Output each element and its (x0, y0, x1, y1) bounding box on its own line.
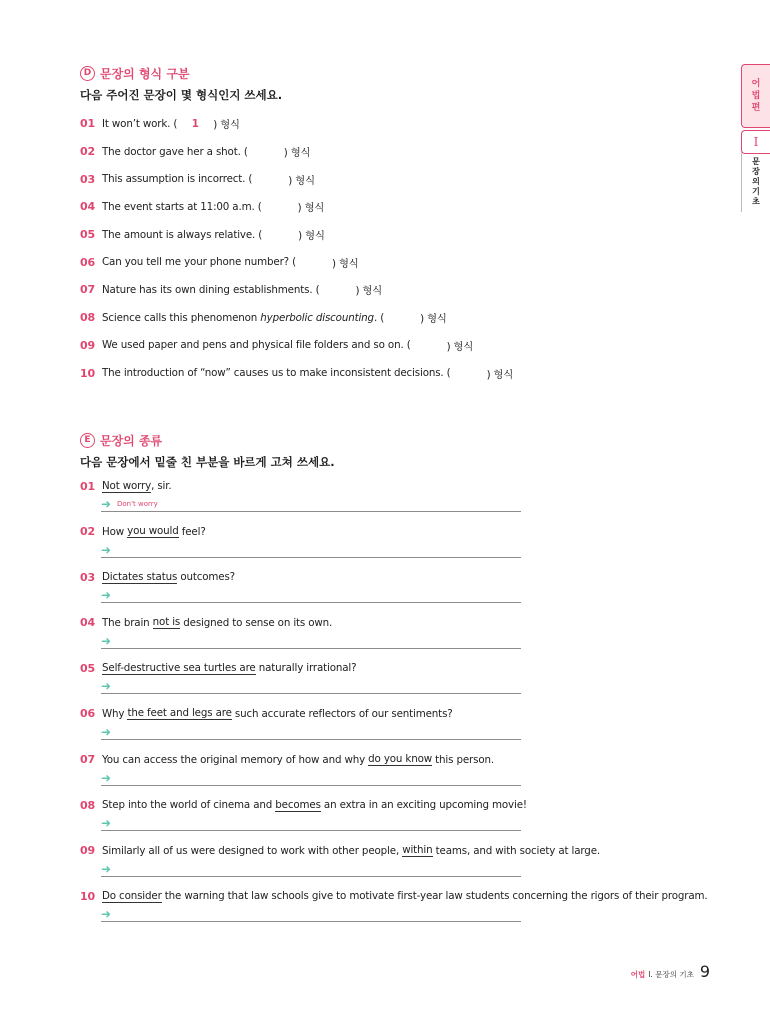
question-suffix: ) 형식 (288, 174, 315, 187)
answer-line[interactable] (101, 771, 521, 786)
question-text: You can access the original memory of how and why (102, 753, 369, 766)
section-d-badge: D (80, 66, 95, 81)
underlined-phrase: Dictates status (102, 570, 178, 583)
question-row (80, 276, 513, 304)
correction-item (80, 568, 708, 614)
question-text: The doctor gave her a shot. ( (102, 145, 248, 158)
question-row (80, 193, 513, 221)
underlined-phrase: Self-destructive sea turtles are (102, 661, 256, 674)
question-text-tail: feel? (178, 525, 206, 538)
question-number: 07 (80, 753, 96, 767)
answer-line[interactable] (101, 634, 521, 649)
arrow-icon: ➜ (101, 588, 112, 603)
question-row (80, 165, 513, 193)
question-row (80, 138, 513, 166)
answer-line[interactable] (101, 862, 521, 877)
question-text-tail: the warning that law schools give to motivate first-year law students concerning the rigors of their program. (161, 890, 708, 903)
question-text-tail: naturally irrational? (255, 662, 357, 675)
arrow-icon: ➜ (101, 542, 112, 557)
correction-item (80, 796, 708, 842)
answer-line[interactable] (101, 816, 521, 831)
question-suffix: ) 형식 (283, 147, 311, 160)
question-number: 02 (80, 525, 96, 539)
page-footer (631, 962, 710, 981)
underlined-phrase: you would (127, 525, 179, 538)
question-number: 01 (80, 479, 96, 493)
side-tab-roman: I (741, 130, 770, 154)
question-number: 03 (80, 172, 96, 186)
question-suffix: ) 형식 (298, 230, 325, 243)
question-text-tail: this person. (432, 753, 494, 766)
question-text-tail: outcomes? (177, 571, 235, 584)
section-d-list (80, 110, 513, 387)
section-d-header (80, 64, 513, 82)
question-row (80, 332, 513, 360)
correction-item (80, 523, 708, 569)
correction-question (80, 887, 708, 905)
question-text: How (102, 525, 128, 538)
section-e-instruction: 다음 문장에서 밑줄 친 부분을 바르게 고쳐 쓰세요. (80, 455, 335, 469)
question-row (80, 248, 513, 276)
answer-blank[interactable]: 1 (191, 117, 199, 130)
answer-line[interactable] (101, 679, 521, 694)
answer-line[interactable] (101, 543, 521, 558)
answer-line[interactable] (101, 497, 521, 512)
question-text: Science calls this phenomenon (102, 311, 261, 324)
side-tab-grammar (741, 64, 770, 128)
question-number: 10 (80, 366, 96, 380)
answer-text: Don't worry (117, 500, 158, 508)
arrow-icon: ➜ (101, 861, 112, 876)
section-d-title: 문장의 형식 구분 (100, 66, 190, 81)
question-text-tail: an extra in an exciting upcoming movie! (320, 799, 527, 812)
correction-question (80, 751, 708, 769)
question-number: 05 (80, 661, 96, 675)
side-chapter-char: 의 (752, 177, 760, 186)
arrow-icon: ➜ (101, 633, 112, 648)
question-suffix: ) 형식 (486, 368, 514, 381)
underlined-phrase: Do consider (102, 889, 162, 902)
section-e (80, 431, 708, 933)
underlined-phrase: the feet and legs are (127, 707, 232, 720)
underlined-phrase: Not worry (102, 479, 152, 492)
answer-line[interactable] (101, 907, 521, 922)
question-number: 09 (80, 844, 96, 858)
question-number: 07 (80, 283, 96, 297)
question-text: It won’t work. ( (102, 117, 178, 130)
arrow-icon: ➜ (101, 816, 112, 831)
side-chapter-char: 문 (752, 157, 760, 166)
question-suffix: ) 형식 (420, 313, 447, 326)
section-e-title: 문장의 종류 (100, 433, 163, 448)
question-text: The event starts at 11:00 a.m. ( (102, 200, 262, 213)
side-tab-char: 편 (751, 103, 761, 113)
question-text: Nature has its own dining establishments. ( (102, 283, 320, 296)
underlined-phrase: within (402, 844, 433, 857)
correction-item (80, 887, 708, 933)
question-number: 06 (80, 255, 96, 269)
question-number: 06 (80, 707, 96, 721)
question-italic-text: hyperbolic discounting (260, 311, 374, 324)
question-text: Why (102, 707, 128, 720)
question-row (80, 359, 513, 387)
question-number: 08 (80, 311, 96, 325)
side-chapter-char: 초 (752, 197, 760, 206)
question-text: Similarly all of us were designed to work with other people, (102, 844, 403, 857)
question-row (80, 110, 513, 138)
question-text-tail: such accurate reflectors of our sentiments? (231, 707, 453, 720)
underlined-phrase: becomes (275, 798, 321, 811)
side-tab-char: 어 (751, 79, 761, 89)
question-number: 08 (80, 798, 96, 812)
correction-item (80, 614, 708, 660)
side-tab-chapter (741, 152, 770, 212)
question-text-tail: , sir. (151, 480, 172, 492)
correction-item (80, 842, 708, 888)
arrow-icon: ➜ (101, 679, 112, 694)
question-text-tail: designed to sense on its own. (180, 616, 333, 629)
question-text: Step into the world of cinema and (102, 799, 276, 812)
arrow-icon: ➜ (101, 724, 112, 739)
question-text-tail: teams, and with society at large. (432, 844, 601, 857)
footer-chapter: I. 문장의 기초 (648, 970, 694, 979)
correction-item (80, 751, 708, 797)
question-text: This assumption is incorrect. ( (102, 173, 253, 186)
footer-part: 어법 (630, 970, 646, 979)
side-chapter-char: 기 (752, 187, 760, 196)
correction-item (80, 477, 708, 523)
question-number: 09 (80, 338, 96, 352)
side-chapter-char: 장 (752, 167, 760, 176)
question-text-tail: . ( (373, 311, 385, 324)
question-text: The introduction of “now” causes us to make inconsistent decisions. ( (102, 367, 451, 380)
question-number: 02 (80, 145, 96, 159)
question-suffix: ) 형식 (355, 285, 383, 298)
correction-question (80, 705, 708, 723)
section-d-instruction: 다음 주어진 문장이 몇 형식인지 쓰세요. (80, 88, 283, 102)
question-number: 05 (80, 228, 96, 242)
underlined-phrase: do you know (368, 753, 433, 766)
question-text: The brain (102, 616, 153, 629)
question-suffix: ) 형식 (331, 257, 359, 270)
section-e-header (80, 431, 708, 449)
correction-question (80, 842, 708, 860)
arrow-icon: ➜ (101, 907, 112, 922)
underlined-phrase: not is (152, 616, 181, 629)
section-d (80, 64, 513, 387)
arrow-icon: ➜ (101, 497, 112, 511)
correction-question (80, 796, 708, 814)
correction-question (80, 523, 708, 541)
question-suffix: ) 형식 (297, 202, 325, 215)
correction-question (80, 477, 708, 495)
correction-question (80, 568, 708, 586)
section-e-list (80, 477, 708, 933)
question-number: 01 (80, 117, 96, 131)
question-number: 10 (80, 889, 96, 903)
question-number: 03 (80, 570, 96, 584)
section-e-badge: E (80, 433, 95, 448)
question-number: 04 (80, 616, 96, 630)
page-number: 9 (699, 962, 710, 981)
side-tab-char: 법 (751, 91, 761, 101)
question-suffix: ) 형식 (446, 340, 474, 353)
question-suffix: ) 형식 (213, 119, 240, 132)
correction-item (80, 705, 708, 751)
question-text: The amount is always relative. ( (102, 228, 263, 241)
correction-question (80, 659, 708, 677)
question-row (80, 221, 513, 249)
question-text: Can you tell me your phone number? ( (102, 256, 296, 269)
question-row (80, 304, 513, 332)
question-text: We used paper and pens and physical file folders and so on. ( (102, 339, 411, 352)
correction-item (80, 659, 708, 705)
correction-question (80, 614, 708, 632)
arrow-icon: ➜ (101, 770, 112, 785)
question-number: 04 (80, 200, 96, 214)
answer-line[interactable] (101, 725, 521, 740)
answer-line[interactable] (101, 588, 521, 603)
